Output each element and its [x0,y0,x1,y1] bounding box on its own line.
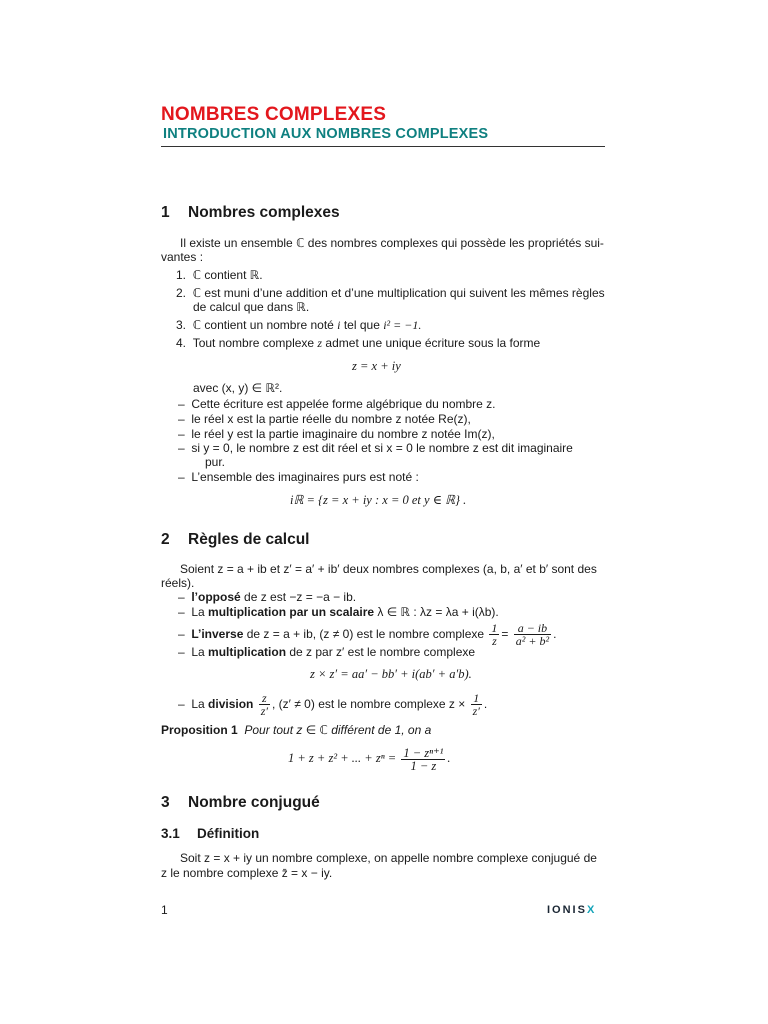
rule-keyword: l’opposé [191,590,241,604]
ionisx-logo [547,904,596,916]
dash-item: – le réel y est la partie imaginaire du nombre z notée Im(z), [178,427,495,441]
fraction-denominator: z′ [260,704,269,719]
s31-line-2: z le nombre complexe z̄ = x − iy. [161,866,333,880]
dash-item-text: L’ensemble des imaginaires purs est noté : [191,470,419,484]
rule-text: La [191,697,209,711]
dash-item: – le réel x est la partie réelle du nombre z notée Re(z), [178,412,471,426]
rule-text: de z par z′ est le nombre complexe [286,645,476,659]
rule-division: – La division $\frac{z}{z'}$ , (z′ ≠ 0) est le nombre complexe z × $\frac{1}{z'}$ . [178,691,488,719]
s31-line-1: Soit z = x + iy un nombre complexe, on appelle nombre complexe conjugué de [180,851,597,865]
s1-intro-line-1: Il existe un ensemble ℂ des nombres complexes qui possède les propriétés sui- [180,236,604,250]
dash-item-text: Cette écriture est appelée forme algébrique du nombre z. [191,397,496,411]
fraction-denominator: 1 − z [410,758,437,773]
fraction-numerator: 1 [491,621,498,636]
s1-intro-line-2: vantes : [161,250,204,264]
list-item-text: admet une unique écriture sous la forme [322,336,541,350]
section-title: Nombre conjugué [188,794,320,811]
fraction [401,747,445,772]
section-number: 2 [161,531,170,548]
list-item-4 [176,336,540,350]
s2-intro-line-1: Soient z = a + ib et z′ = a′ + ib′ deux nombres complexes (a, b, a′ et b′ sont des [180,562,597,576]
dash-item: – L’ensemble des imaginaires purs est noté : [178,470,419,484]
list-item-text: ℂ contient ℝ. [192,268,263,282]
math-var: z [317,336,323,350]
math-expression: i² = −1. [383,318,422,332]
punctuation: . [447,751,451,765]
dash-item-text: le réel x est la partie réelle du nombre z notée Re(z), [191,412,471,426]
section-3-heading [161,794,320,812]
dash-item: – si y = 0, le nombre z est dit réel et si x = 0 le nombre z est dit imaginaire [178,441,573,455]
fraction [514,622,551,647]
section-number: 3 [161,794,170,811]
math-var: i [337,318,341,332]
section-1-heading [161,204,340,222]
proposition-text: Pour tout z ∈ ℂ différent de 1, on a [244,723,432,737]
list-item-1 [176,268,263,282]
list-item-text: ℂ contient un nombre noté [192,318,338,332]
title-rule [161,146,605,147]
logo-text: IONIS [547,904,587,916]
proposition-label: Proposition 1 [161,723,238,737]
list-item-text: ℂ est muni d’une addition et d’une multiplication qui suivent les mêmes règles [192,286,605,300]
fraction [471,692,482,717]
fraction-denominator: z′ [472,704,480,719]
page-number: 1 [161,903,168,917]
list-marker: 3. [176,318,187,332]
rule-inverse: – L’inverse de z = a + ib, (z ≠ 0) est le nombre complexe $\frac{1}{z}$ = $\frac{a - ib}{\text{a² + b²}}$ . [178,621,557,649]
logo-x: X [586,904,597,916]
fraction-numerator: 1 [471,692,482,705]
rule-text: de z est −z = −a − ib. [240,590,357,604]
fraction-numerator: a − ib [514,622,551,635]
document-title: NOMBRES COMPLEXES [161,104,387,125]
dash-item-cont: pur. [205,455,226,469]
rule-opposite: – l’opposé de z est −z = −a − ib. [178,590,357,604]
punctuation: . [483,697,488,711]
document-subtitle: INTRODUCTION AUX NOMBRES COMPLEXES [163,126,489,142]
rule-text: λ ∈ ℝ : λz = λa + i(λb). [374,605,499,619]
list-marker: 4. [176,336,187,350]
list-item-3 [176,318,421,332]
rule-keyword: multiplication par un scalaire [208,605,375,619]
section-number: 1 [161,204,170,221]
avec-line: avec (x, y) ∈ ℝ². [193,381,283,395]
rule-keyword: division [208,697,254,711]
rule-text: La [191,645,209,659]
fraction-numerator: z [259,692,270,705]
list-marker: 2. [176,286,187,300]
punctuation: . [553,627,557,641]
list-item-text: tel que [340,318,384,332]
product-formula: z × z′ = aa′ − bb′ + i(ab′ + a′b). [310,667,472,681]
algebraic-form-formula: z = x + iy [352,359,401,373]
rule-keyword: multiplication [208,645,287,659]
section-2-heading [161,531,309,549]
rule-keyword: L’inverse [191,627,244,641]
fraction [489,622,499,647]
list-item-2-cont: de calcul que dans ℝ. [193,300,310,314]
proposition-1 [161,723,431,737]
dash-item-text: le réel y est la partie imaginaire du nombre z notée Im(z), [191,427,495,441]
geometric-sum-formula [288,743,451,773]
subsection-number: 3.1 [161,826,180,841]
subsection-title: Définition [197,826,260,841]
fraction [259,692,270,717]
rule-text: de z = a + ib, (z ≠ 0) est le nombre complexe [243,627,485,641]
rule-text: , (z′ ≠ 0) est le nombre complexe z × [272,697,466,711]
s2-intro-line-2: réels). [161,576,195,590]
rule-scalar: – La multiplication par un scalaire λ ∈ ℝ : λz = λa + i(λb). [178,605,499,619]
rule-multiplication: – La multiplication de z par z′ est le nombre complexe [178,645,476,659]
formula-lhs: 1 + z + z² + ... + zⁿ = [288,751,397,765]
rule-text: La [191,605,209,619]
dash-item: – Cette écriture est appelée forme algébrique du nombre z. [178,397,496,411]
list-marker: 1. [176,268,187,282]
dash-item-text: si y = 0, le nombre z est dit réel et si x = 0 le nombre z est dit imaginaire [191,441,573,455]
list-item-2 [176,286,605,300]
list-item-text: Tout nombre complexe [192,336,318,350]
imaginary-set-formula: iℝ = {z = x + iy : x = 0 et y ∈ ℝ} . [290,493,467,507]
equals-sign: = [501,627,509,641]
section-title: Règles de calcul [188,531,310,548]
fraction-denominator: z [492,634,497,649]
section-title: Nombres complexes [188,204,340,221]
subsection-3-1-heading [161,826,259,841]
fraction-numerator: 1 − zⁿ⁺¹ [403,745,444,760]
fraction-denominator: a² + b² [515,634,550,649]
